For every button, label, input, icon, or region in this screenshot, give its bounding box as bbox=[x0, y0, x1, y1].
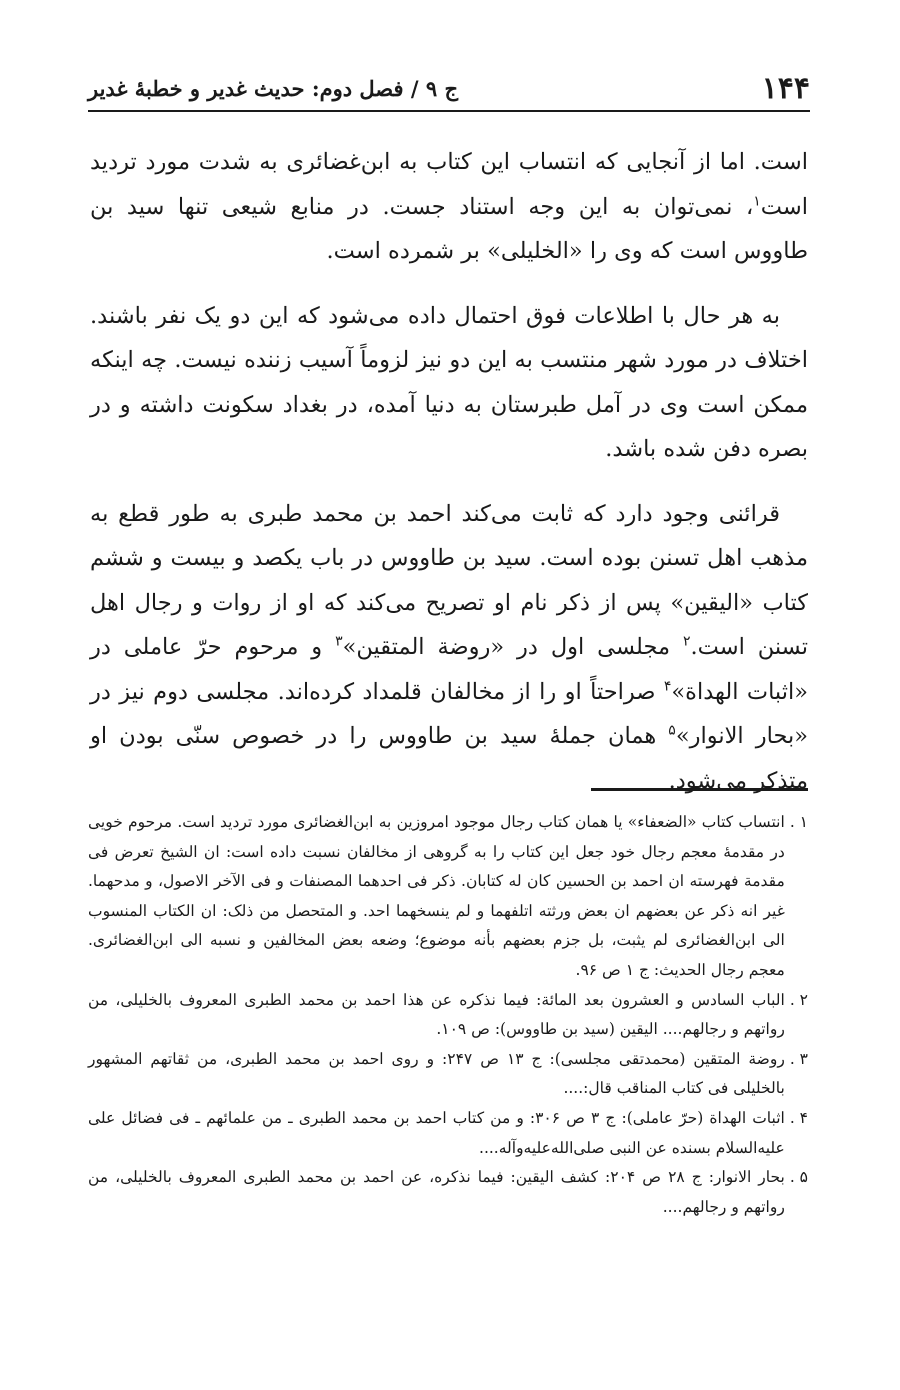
footnote-text: روضة المتقین (محمدتقی مجلسی): ج ۱۳ ص ۲۴۷: و روی احمد بن محمد الطبری، من ثقاتهم المشهور بالخلیلی فی کتاب المناقب قال:.... bbox=[88, 1049, 785, 1098]
footnote-ref-2[interactable]: ۲ bbox=[682, 633, 691, 650]
paragraph-2 bbox=[90, 294, 808, 472]
footnote-ref-1[interactable]: ۱ bbox=[753, 193, 761, 209]
footnote-separator bbox=[591, 788, 808, 791]
footnote-number: ۲ . bbox=[789, 990, 808, 1009]
footnote-number: ۴ . bbox=[789, 1108, 808, 1127]
footnotes bbox=[88, 808, 808, 1222]
footnote-ref-4[interactable]: ۴ bbox=[663, 678, 672, 694]
footnote-text: انتساب کتاب «الضعفاء» یا همان کتاب رجال موجود امروزین به ابن‌الغضائری مورد تردید است. مرحوم خویی در مقدمهٔ معجم رجال خود جعل این کتاب را به گروهی از مخالفان نسبت داده است: ان الشیخ تعرض فی مقدمة فهرسته ان احمد بن الحسین کان له کتابان. ذکر فی احدهما المصنفات و فی الآخر الاصول، و مدحهما. غیر انه ذکر عن بعضهم ان بعض ورثته اتلفهما و لم ینسخهما احد. و المتحصل من ذلک: ان الکتاب المنسوب الی ابن‌الغضائری لم یثبت، بل جزم بعضهم بأنه موضوع؛ وضعه بعض المخالفین و نسبه الی ابن‌الغضائری. معجم رجال الحدیث: ج ۱ ص ۹۶. bbox=[88, 813, 785, 979]
paragraph-3 bbox=[90, 492, 808, 804]
paragraph-text: و مرحوم حرّ عاملی در «اثبات الهداة» bbox=[90, 634, 808, 705]
footnote-text: بحار الانوار: ج ۲۸ ص ۲۰۴: کشف الیقین: فیما نذکره، عن احمد بن محمد الطبری المعروف بالخلیلی، من رواتهم و رجالهم.... bbox=[88, 1168, 785, 1216]
footnote-1 bbox=[88, 808, 808, 986]
paragraph-text: قرائنی وجود دارد که ثابت می‌کند احمد بن محمد طبری به طور قطع به مذهب اهل تسنن بوده است. سید بن طاووس در باب یکصد و بیست و ششم کتاب «الیقین» پس از ذکر نام او تصریح می‌کند که او از روات و رجال اهل تسنن است. bbox=[90, 500, 808, 660]
main-text bbox=[90, 140, 808, 823]
footnote-number: ۵ . bbox=[789, 1168, 808, 1187]
footnote-number: ۱ . bbox=[789, 813, 808, 831]
footnote-3 bbox=[88, 1045, 808, 1104]
paragraph-text: صراحتاً او را از مخالفان قلمداد کرده‌اند. مجلسی دوم نیز در «بحار الانوار» bbox=[90, 678, 808, 749]
footnote-4 bbox=[88, 1104, 808, 1163]
paragraph-text: همان جملهٔ سید بن طاووس را در خصوص سنّی بودن او متذکر می‌شود. bbox=[90, 723, 808, 794]
running-header bbox=[88, 66, 810, 112]
paragraph-text: به هر حال با اطلاعات فوق احتمال داده می‌شود که این دو یک نفر باشند. اختلاف در مورد شهر منتسب به این دو نیز لزوماً آسیب زننده نیست. چه اینکه ممکن است وی در آمل طبرستان به دنیا آمده، در بغداد سکونت داشته و در بصره دفن شده باشد. bbox=[90, 302, 808, 462]
footnote-number: ۳ . bbox=[789, 1049, 808, 1068]
paragraph-text: ، نمی‌توان به این وجه استناد جست. در منابع شیعی تنها سید بن طاووس است که وی را «الخلیلی» بر شمرده است. bbox=[90, 193, 808, 264]
paragraph-text: مجلسی اول در «روضة المتقین» bbox=[342, 634, 683, 660]
footnote-5 bbox=[88, 1163, 808, 1222]
paragraph-text: است. اما از آنجایی که انتساب این کتاب به ابن‌غضائری به شدت مورد تردید است bbox=[90, 149, 808, 220]
footnote-2 bbox=[88, 986, 808, 1045]
footnote-ref-5[interactable]: ۵ bbox=[668, 722, 676, 739]
paragraph-1 bbox=[90, 140, 808, 274]
footnote-text: اثبات الهداة (حرّ عاملی): ج ۳ ص ۳۰۶: و من کتاب احمد بن محمد الطبری ـ من علمائهم ـ فی فضائل علی علیه‌السلام بسنده عن النبی صلی‌الله‌علیه‌وآله.... bbox=[88, 1108, 785, 1157]
running-title: ج ۹ / فصل دوم: حدیث غدیر و خطبهٔ غدیر bbox=[88, 75, 459, 101]
page-number: ۱۴۴ bbox=[761, 70, 810, 106]
footnote-ref-3[interactable]: ۳ bbox=[335, 633, 343, 650]
footnote-text: الباب السادس و العشرون بعد المائة: فیما نذکره عن هذا احمد بن محمد الطبری المعروف بالخلیلی، من رواتهم و رجالهم.... الیقین (سید بن طاووس): ص ۱۰۹. bbox=[88, 990, 785, 1039]
